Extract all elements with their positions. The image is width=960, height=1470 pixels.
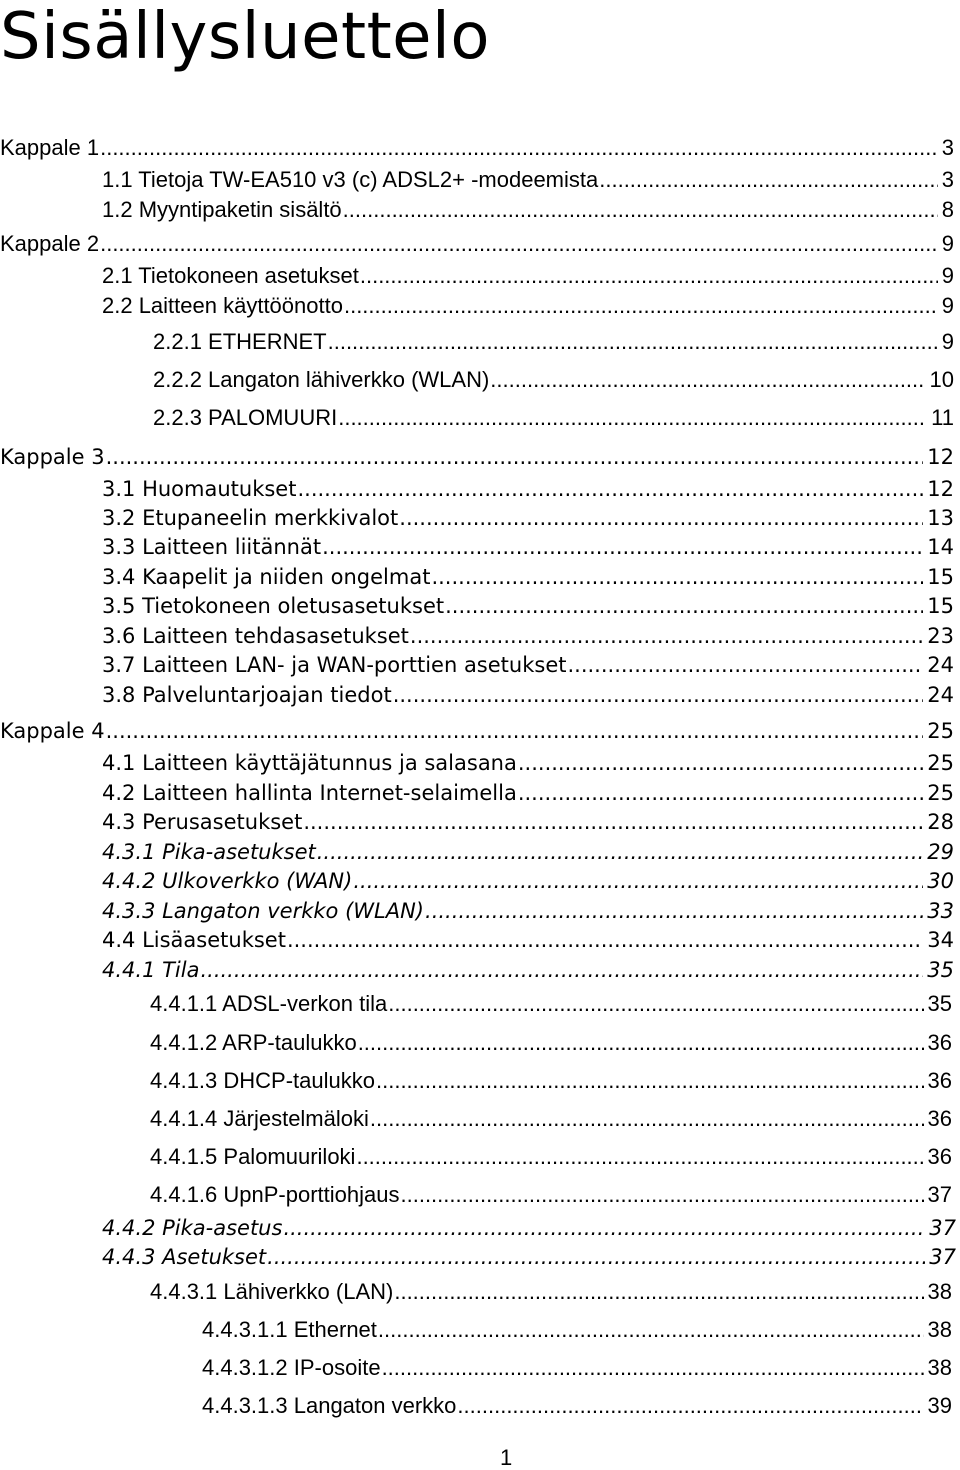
toc-entry[interactable] [150,1279,952,1305]
toc-entry-label: 4.4.3.1 Lähiverkko (LAN) [150,1279,394,1304]
dot-leader [283,1215,925,1241]
toc-entry-label: Kappale 4 [0,719,105,743]
toc-entry[interactable] [102,927,954,953]
toc-entry-label: 1.2 Myyntipaketin sisältö [102,197,342,222]
toc-entry-page: 3 [941,135,954,160]
toc-entry-page: 12 [927,477,954,501]
toc-entry-page: 35 [927,958,954,982]
dot-leader [106,444,924,470]
toc-entry[interactable] [150,1030,952,1056]
toc-entry-page: 9 [941,329,954,354]
toc-entry-page: 37 [927,1182,952,1207]
dot-leader [394,1279,923,1305]
toc-entry-label: 1.1 Tietoja TW-EA510 v3 (c) ADSL2+ -modeemista [102,167,599,192]
toc-entry[interactable] [0,718,954,744]
toc-entry-page: 34 [927,928,954,952]
dot-leader [200,957,923,983]
toc-entry-label: 4.4.3.1.2 IP-osoite [202,1355,381,1380]
toc-entry[interactable] [0,444,954,470]
toc-entry-label: 4.2 Laitteen hallinta Internet-selaimella [102,781,517,805]
toc-entry[interactable] [102,293,954,319]
toc-entry-page: 30 [927,869,954,893]
toc-entry-label: 4.4.1.6 UpnP-porttiohjaus [150,1182,400,1207]
dot-leader [378,1317,924,1343]
dot-leader [393,682,924,708]
toc-entry-page: 37 [929,1245,956,1269]
toc-entry[interactable] [102,593,954,619]
toc-entry-page: 23 [927,624,954,648]
toc-entry-label: 4.4.1 Tila [102,958,200,982]
toc-entry-page: 14 [927,535,954,559]
dot-leader [303,809,923,835]
toc-entry-page: 12 [927,445,954,469]
toc-entry-page: 36 [927,1030,952,1055]
toc-entry-page: 25 [927,719,954,743]
dot-leader [287,927,923,953]
toc-entry[interactable] [102,167,954,193]
dot-leader [425,898,923,924]
toc-entry-label: 3.8 Palveluntarjoajan tiedot [102,683,392,707]
toc-entry-page: 15 [927,565,954,589]
toc-entry[interactable] [102,534,954,560]
toc-entry-label: 3.7 Laitteen LAN- ja WAN-porttien asetukset [102,653,567,677]
toc-entry[interactable] [150,1182,952,1208]
toc-entry-page: 35 [927,991,952,1016]
dot-leader [445,593,923,619]
dot-leader [356,1144,923,1170]
toc-entry-label: 4.4.2 Pika-asetus [102,1216,283,1240]
dot-leader [297,476,923,502]
toc-entry-label: 4.4.3.1.3 Langaton verkko [202,1393,457,1418]
toc-entry[interactable] [150,1068,952,1094]
toc-entry[interactable] [102,868,954,894]
toc-entry-page: 24 [927,683,954,707]
dot-leader [401,1182,924,1208]
dot-leader [343,197,938,223]
toc-entry-label: 3.4 Kaapelit ja niiden ongelmat [102,565,431,589]
toc-entry-page: 38 [927,1355,952,1380]
toc-entry-page: 24 [927,653,954,677]
toc-entry[interactable] [102,957,954,983]
toc-entry[interactable] [153,367,954,393]
toc-entry[interactable] [202,1317,952,1343]
dot-leader [410,623,923,649]
toc-entry-page: 3 [941,167,954,192]
toc-entry-label: 2.2.3 PALOMUURI [153,405,338,430]
dot-leader [399,505,923,531]
toc-entry[interactable] [102,652,954,678]
toc-entry-label: 4.1 Laitteen käyttäjätunnus ja salasana [102,751,517,775]
toc-entry-label: 4.4.1.4 Järjestelmäloki [150,1106,369,1131]
toc-entry-label: Kappale 1 [0,135,100,160]
dot-leader [344,293,938,319]
toc-entry-label: 3.3 Laitteen liitännät [102,535,322,559]
toc-entry-page: 9 [941,231,954,256]
toc-entry-page: 28 [927,810,954,834]
toc-entry-page: 36 [927,1106,952,1131]
toc-entry[interactable] [150,991,952,1017]
page-title: Sisällysluettelo [0,0,490,74]
dot-leader [338,405,927,431]
dot-leader [376,1068,924,1094]
page-number: 1 [500,1445,513,1470]
toc-entry[interactable] [102,839,954,865]
toc-entry-page: 9 [941,263,954,288]
dot-leader [431,564,923,590]
toc-entry-page: 36 [927,1144,952,1169]
toc-entry[interactable] [202,1355,952,1381]
toc-entry[interactable] [102,682,954,708]
toc-entry[interactable] [102,1244,956,1270]
toc-entry[interactable] [150,1144,952,1170]
dot-leader [322,534,923,560]
toc-entry-label: 4.4.3 Asetukset [102,1245,267,1269]
toc-entry[interactable] [102,898,954,924]
toc-entry[interactable] [102,750,954,776]
dot-leader [567,652,923,678]
toc-entry[interactable] [0,231,954,257]
dot-leader [388,991,923,1017]
toc-entry-label: 4.4.1.1 ADSL-verkon tila [150,991,388,1016]
toc-entry-label: 4.4.1.5 Palomuuriloki [150,1144,356,1169]
toc-entry-label: 4.4.2 Ulkoverkko (WAN) [102,869,353,893]
toc-entry-label: 3.6 Laitteen tehdasasetukset [102,624,409,648]
toc-entry-label: 3.1 Huomautukset [102,477,297,501]
toc-entry[interactable] [102,564,954,590]
toc-entry-label: 4.4.1.2 ARP-taulukko [150,1030,357,1055]
toc-entry-label: 4.3.1 Pika-asetukset [102,840,316,864]
toc-entry-page: 25 [927,751,954,775]
toc-entry[interactable] [102,780,954,806]
toc-entry[interactable] [102,505,954,531]
toc-entry-page: 33 [927,899,954,923]
toc-entry[interactable] [150,1106,952,1132]
dot-leader [382,1355,924,1381]
dot-leader [457,1393,923,1419]
toc-entry[interactable] [102,197,954,223]
toc-entry-label: 3.2 Etupaneelin merkkivalot [102,506,399,530]
toc-entry-label: 4.4.3.1.1 Ethernet [202,1317,377,1342]
dot-leader [518,780,923,806]
toc-entry-page: 25 [927,781,954,805]
dot-leader [328,329,938,355]
toc-entry-page: 38 [927,1317,952,1342]
toc-entry-label: 4.4.1.3 DHCP-taulukko [150,1068,375,1093]
toc-entry-page: 39 [927,1393,952,1418]
dot-leader [100,135,938,161]
toc-entry-page: 29 [927,840,954,864]
dot-leader [370,1106,924,1132]
toc-entry-label: Kappale 2 [0,231,100,256]
toc-entry-page: 38 [927,1279,952,1304]
toc-entry[interactable] [102,476,954,502]
toc-entry-page: 15 [927,594,954,618]
toc-entry-page: 9 [941,293,954,318]
toc-entry[interactable] [102,809,954,835]
toc-entry[interactable] [102,623,954,649]
toc-entry-label: 4.3 Perusasetukset [102,810,303,834]
dot-leader [490,367,925,393]
dot-leader [106,718,924,744]
toc-entry-page: 11 [931,405,954,430]
toc-entry[interactable] [102,263,954,289]
toc-entry-label: 2.2.1 ETHERNET [153,329,327,354]
dot-leader [599,167,938,193]
toc-entry-label: 4.3.3 Langaton verkko (WLAN) [102,899,425,923]
toc-entry[interactable] [0,135,954,161]
dot-leader [360,263,938,289]
toc-entry-label: Kappale 3 [0,445,105,469]
dot-leader [267,1244,925,1270]
dot-leader [100,231,938,257]
toc-entry[interactable] [153,405,954,431]
dot-leader [518,750,923,776]
toc-entry[interactable] [102,1215,956,1241]
toc-entry-page: 8 [941,197,954,222]
toc-entry[interactable] [202,1393,952,1419]
toc-entry[interactable] [153,329,954,355]
toc-entry-label: 4.4 Lisäasetukset [102,928,286,952]
toc-entry-label: 3.5 Tietokoneen oletusasetukset [102,594,445,618]
dot-leader [317,839,924,865]
toc-entry-label: 2.1 Tietokoneen asetukset [102,263,359,288]
dot-leader [353,868,923,894]
toc-entry-page: 10 [929,367,954,392]
toc-entry-label: 2.2.2 Langaton lähiverkko (WLAN) [153,367,490,392]
dot-leader [358,1030,924,1056]
toc-entry-page: 37 [929,1216,956,1240]
toc-entry-page: 36 [927,1068,952,1093]
toc-entry-label: 2.2 Laitteen käyttöönotto [102,293,343,318]
toc-entry-page: 13 [927,506,954,530]
